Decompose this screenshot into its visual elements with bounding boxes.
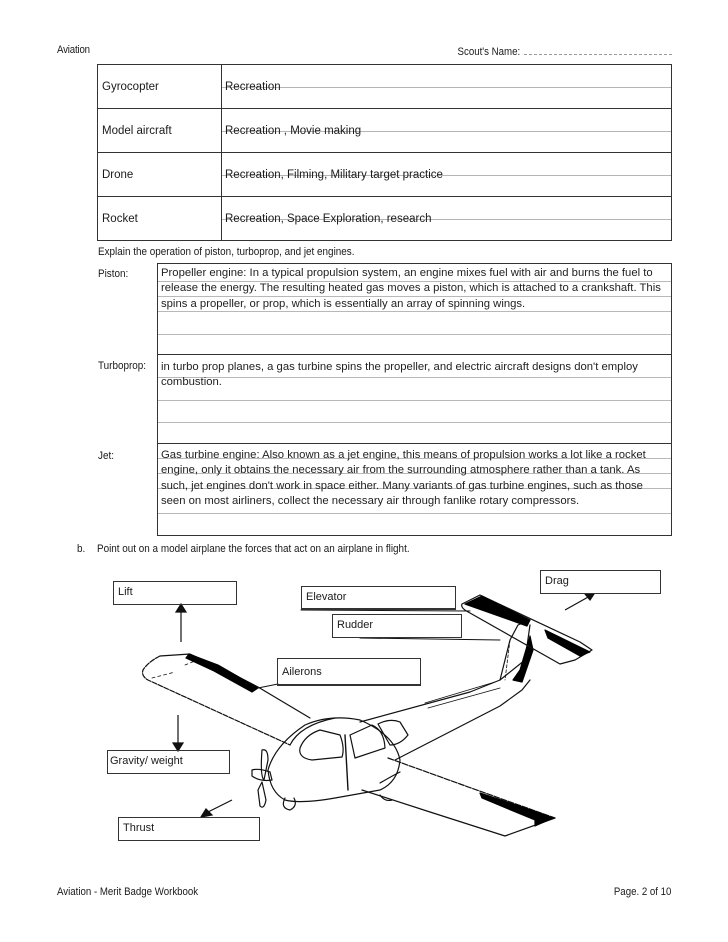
lift-label: Lift [118,586,133,598]
ailerons-label-box[interactable] [277,658,421,686]
aircraft-type-cell: Gyrocopter [98,65,222,108]
drag-label: Drag [545,575,569,587]
page-header-title: Aviation [57,44,90,56]
forces-prompt: Point out on a model airplane the forces that act on an airplane in flight. [96,543,410,555]
rudder-label: Rudder [337,619,374,631]
piston-answer-text: Propeller engine: In a typical propulsion system, an engine mixes fuel with air and burns the fuel to release the energy. The resulting heated gas moves a piston, which is attached to a crankshaft. This spins a propeller, or prop, which is essentially an array of spinning wings. [161,267,661,310]
gravity-label: Gravity/ weight [110,755,183,767]
turboprop-label: Turboprop: [98,360,147,372]
thrust-label: Thrust [123,822,155,834]
engines-prompt: Explain the operation of piston, turboprop, and jet engines. [98,246,355,258]
arrow-up-right-icon [585,594,594,600]
footer-workbook-title: Aviation - Merit Badge Workbook [57,886,199,898]
aircraft-type-cell: Drone [98,153,222,196]
thrust-label-box[interactable] [118,817,260,841]
aircraft-type-cell: Model aircraft [98,109,222,152]
drag-label-box[interactable] [540,570,661,594]
ailerons-label: Ailerons [282,666,322,678]
arrow-up-icon [176,604,186,612]
turboprop-answer-text: in turbo prop planes, a gas turbine spins the propeller, and electric aircraft designs don't employ combustion. [161,361,638,389]
elevator-label: Elevator [306,591,347,603]
uses-text: Recreation, Space Exploration, research [225,213,432,225]
jet-label: Jet: [98,450,114,462]
aircraft-type-cell: Rocket [98,197,222,240]
lift-label-box[interactable] [113,581,237,605]
jet-answer-text: Gas turbine engine: Also known as a jet engine, this means of propulsion works a lot like a rocket engine, only it obtains the necessary air from the surrounding atmosphere rather than a tank. As such, jet engines don't work in space either. Many variants of gas turbine engines, such as those seen on most airliners, collect the necessary air through fanlike rotary compressors. [161,449,646,507]
uses-text: Recreation [225,81,281,93]
scout-name-label: Scout's Name: [457,46,520,58]
elevator-label-box[interactable] [301,586,456,610]
rudder-label-box[interactable] [332,614,462,638]
footer-page-number: Page. 2 of 10 [613,886,671,898]
uses-text: Recreation, Filming, Military target practice [225,169,443,181]
piston-label: Piston: [98,268,129,280]
uses-text: Recreation , Movie making [225,125,362,137]
gravity-label-box[interactable] [107,750,230,774]
question-marker: b. [77,543,86,555]
